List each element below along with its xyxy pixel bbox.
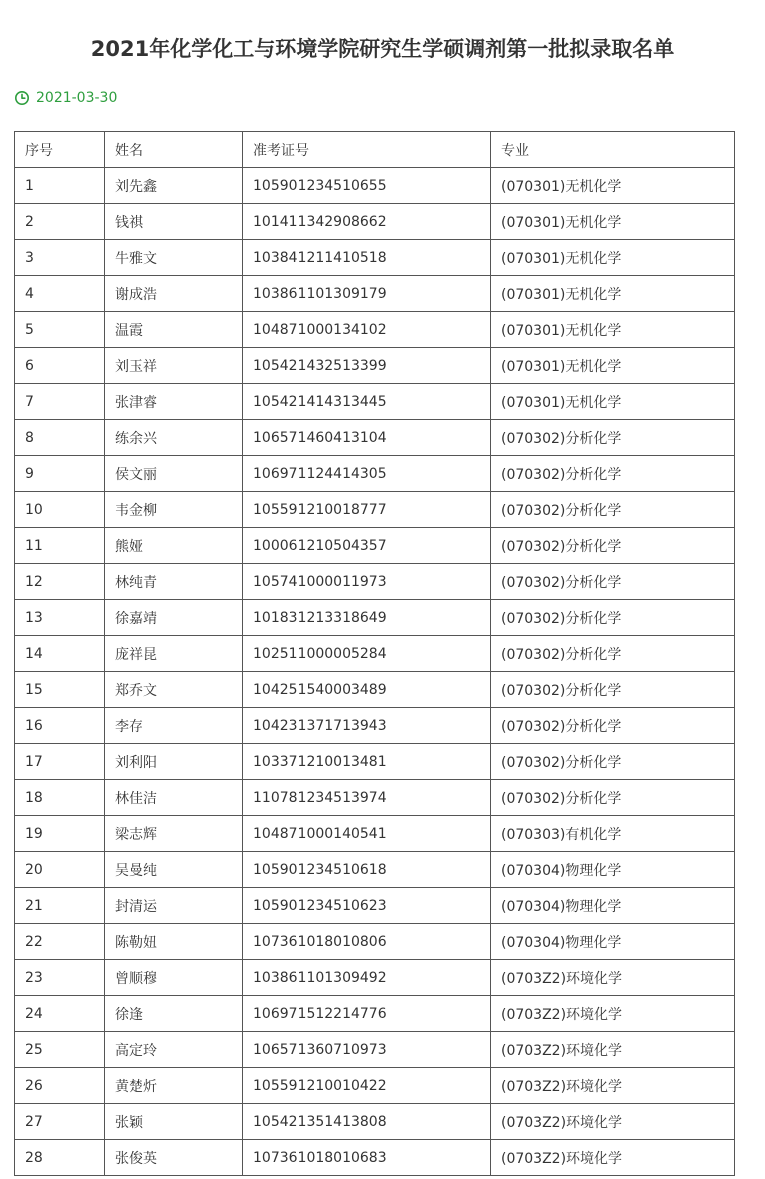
cell-exam-id: 105421432513399 (243, 348, 491, 384)
cell-exam-id: 105421351413808 (243, 1104, 491, 1140)
cell-exam-id: 102511000005284 (243, 636, 491, 672)
cell-major: (070303)有机化学 (491, 816, 735, 852)
cell-major: (070302)分析化学 (491, 744, 735, 780)
cell-name: 韦金柳 (105, 492, 243, 528)
table-row (15, 888, 735, 924)
table-row (15, 672, 735, 708)
cell-index: 23 (15, 960, 105, 996)
table-row (15, 384, 735, 420)
table-row (15, 528, 735, 564)
table-row (15, 1068, 735, 1104)
cell-index: 8 (15, 420, 105, 456)
header-major: 专业 (491, 132, 735, 168)
cell-name: 曾顺穆 (105, 960, 243, 996)
table-row (15, 240, 735, 276)
table-row (15, 852, 735, 888)
publish-date-text: 2021-03-30 (36, 90, 118, 106)
table-header-row (15, 132, 735, 168)
cell-major: (070301)无机化学 (491, 312, 735, 348)
cell-major: (0703Z2)环境化学 (491, 960, 735, 996)
cell-name: 梁志辉 (105, 816, 243, 852)
cell-exam-id: 105901234510618 (243, 852, 491, 888)
table-row (15, 204, 735, 240)
cell-major: (070301)无机化学 (491, 348, 735, 384)
cell-index: 27 (15, 1104, 105, 1140)
cell-name: 侯文丽 (105, 456, 243, 492)
cell-major: (0703Z2)环境化学 (491, 1104, 735, 1140)
cell-index: 1 (15, 168, 105, 204)
cell-index: 12 (15, 564, 105, 600)
cell-index: 20 (15, 852, 105, 888)
table-row (15, 492, 735, 528)
table-row (15, 600, 735, 636)
cell-exam-id: 104251540003489 (243, 672, 491, 708)
cell-major: (070302)分析化学 (491, 708, 735, 744)
cell-major: (070301)无机化学 (491, 276, 735, 312)
page-title: 2021年化学化工与环境学院研究生学硕调剂第一批拟录取名单 (90, 37, 675, 61)
table-row (15, 780, 735, 816)
cell-major: (070302)分析化学 (491, 456, 735, 492)
cell-exam-id: 106571460413104 (243, 420, 491, 456)
table-row (15, 924, 735, 960)
cell-exam-id: 110781234513974 (243, 780, 491, 816)
cell-major: (070301)无机化学 (491, 204, 735, 240)
cell-name: 吴曼纯 (105, 852, 243, 888)
cell-index: 5 (15, 312, 105, 348)
cell-major: (070304)物理化学 (491, 888, 735, 924)
cell-exam-id: 103861101309492 (243, 960, 491, 996)
cell-index: 18 (15, 780, 105, 816)
cell-index: 14 (15, 636, 105, 672)
cell-index: 19 (15, 816, 105, 852)
cell-index: 22 (15, 924, 105, 960)
table-row (15, 744, 735, 780)
cell-name: 徐逢 (105, 996, 243, 1032)
clock-icon (14, 90, 30, 106)
cell-exam-id: 100061210504357 (243, 528, 491, 564)
header-exam-id: 准考证号 (243, 132, 491, 168)
cell-index: 26 (15, 1068, 105, 1104)
cell-index: 28 (15, 1140, 105, 1176)
cell-name: 张俊英 (105, 1140, 243, 1176)
cell-name: 练余兴 (105, 420, 243, 456)
cell-index: 25 (15, 1032, 105, 1068)
cell-exam-id: 101831213318649 (243, 600, 491, 636)
cell-index: 3 (15, 240, 105, 276)
cell-name: 张津睿 (105, 384, 243, 420)
table-row (15, 636, 735, 672)
cell-major: (070302)分析化学 (491, 672, 735, 708)
cell-name: 钱祺 (105, 204, 243, 240)
table-row (15, 1032, 735, 1068)
table-row (15, 816, 735, 852)
cell-exam-id: 105901234510623 (243, 888, 491, 924)
cell-exam-id: 105421414313445 (243, 384, 491, 420)
cell-name: 刘玉祥 (105, 348, 243, 384)
cell-exam-id: 104871000140541 (243, 816, 491, 852)
cell-name: 庞祥昆 (105, 636, 243, 672)
publish-date (14, 88, 117, 108)
cell-name: 高定玲 (105, 1032, 243, 1068)
cell-name: 陈勒妞 (105, 924, 243, 960)
header-index: 序号 (15, 132, 105, 168)
table-row (15, 996, 735, 1032)
cell-exam-id: 106571360710973 (243, 1032, 491, 1068)
cell-exam-id: 106971512214776 (243, 996, 491, 1032)
cell-exam-id: 104231371713943 (243, 708, 491, 744)
cell-major: (070301)无机化学 (491, 168, 735, 204)
cell-major: (070301)无机化学 (491, 240, 735, 276)
table-row (15, 276, 735, 312)
cell-exam-id: 107361018010683 (243, 1140, 491, 1176)
cell-major: (070304)物理化学 (491, 924, 735, 960)
cell-major: (070302)分析化学 (491, 564, 735, 600)
cell-name: 温霞 (105, 312, 243, 348)
table-body (15, 168, 735, 1176)
cell-exam-id: 107361018010806 (243, 924, 491, 960)
cell-name: 李存 (105, 708, 243, 744)
table-row (15, 420, 735, 456)
cell-name: 张颖 (105, 1104, 243, 1140)
cell-exam-id: 105901234510655 (243, 168, 491, 204)
cell-major: (070304)物理化学 (491, 852, 735, 888)
cell-major: (0703Z2)环境化学 (491, 1068, 735, 1104)
cell-index: 21 (15, 888, 105, 924)
cell-name: 刘先鑫 (105, 168, 243, 204)
cell-name: 刘利阳 (105, 744, 243, 780)
cell-exam-id: 104871000134102 (243, 312, 491, 348)
cell-index: 13 (15, 600, 105, 636)
cell-major: (070302)分析化学 (491, 420, 735, 456)
cell-name: 谢成浩 (105, 276, 243, 312)
cell-exam-id: 106971124414305 (243, 456, 491, 492)
cell-major: (0703Z2)环境化学 (491, 1140, 735, 1176)
admission-table (14, 131, 735, 1176)
cell-index: 2 (15, 204, 105, 240)
table-row (15, 960, 735, 996)
cell-major: (070302)分析化学 (491, 492, 735, 528)
table-row (15, 708, 735, 744)
cell-index: 24 (15, 996, 105, 1032)
cell-name: 林纯青 (105, 564, 243, 600)
cell-name: 林佳洁 (105, 780, 243, 816)
cell-exam-id: 103841211410518 (243, 240, 491, 276)
cell-name: 牛雅文 (105, 240, 243, 276)
table-row (15, 1104, 735, 1140)
cell-exam-id: 101411342908662 (243, 204, 491, 240)
cell-index: 10 (15, 492, 105, 528)
cell-major: (0703Z2)环境化学 (491, 996, 735, 1032)
cell-major: (070302)分析化学 (491, 528, 735, 564)
cell-index: 7 (15, 384, 105, 420)
cell-exam-id: 103371210013481 (243, 744, 491, 780)
cell-index: 15 (15, 672, 105, 708)
cell-major: (070302)分析化学 (491, 636, 735, 672)
cell-exam-id: 105591210018777 (243, 492, 491, 528)
cell-name: 封清运 (105, 888, 243, 924)
cell-index: 17 (15, 744, 105, 780)
cell-major: (0703Z2)环境化学 (491, 1032, 735, 1068)
cell-name: 徐嘉靖 (105, 600, 243, 636)
cell-index: 4 (15, 276, 105, 312)
cell-name: 熊娅 (105, 528, 243, 564)
cell-exam-id: 105591210010422 (243, 1068, 491, 1104)
table-row (15, 168, 735, 204)
cell-exam-id: 103861101309179 (243, 276, 491, 312)
cell-exam-id: 105741000011973 (243, 564, 491, 600)
cell-index: 9 (15, 456, 105, 492)
table-row (15, 564, 735, 600)
table-row (15, 456, 735, 492)
table-row (15, 312, 735, 348)
cell-name: 郑乔文 (105, 672, 243, 708)
cell-index: 16 (15, 708, 105, 744)
cell-index: 11 (15, 528, 105, 564)
table-row (15, 348, 735, 384)
cell-name: 黄楚炘 (105, 1068, 243, 1104)
cell-major: (070301)无机化学 (491, 384, 735, 420)
cell-major: (070302)分析化学 (491, 780, 735, 816)
cell-major: (070302)分析化学 (491, 600, 735, 636)
cell-index: 6 (15, 348, 105, 384)
table-row (15, 1140, 735, 1176)
header-name: 姓名 (105, 132, 243, 168)
